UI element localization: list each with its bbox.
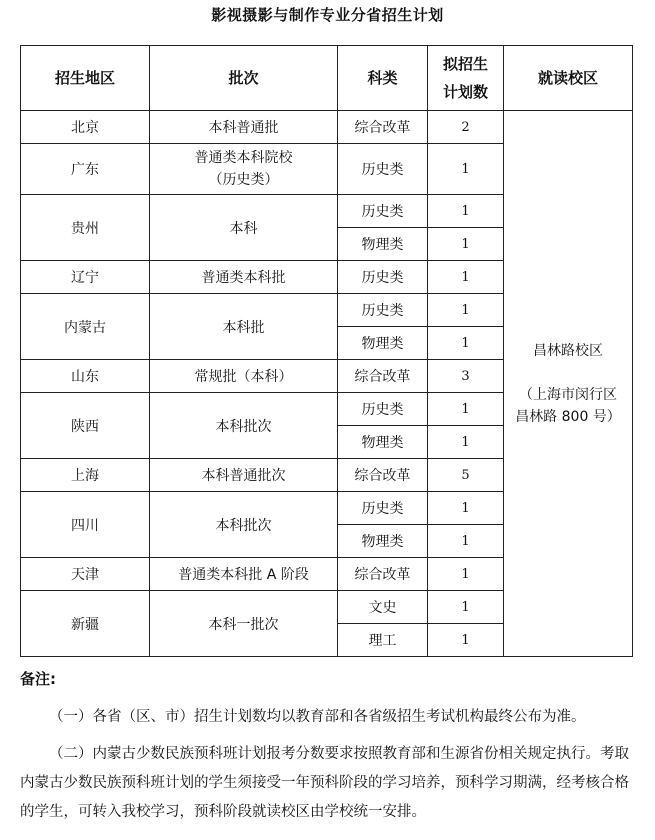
batch-line1: 普通类本科院校 [194, 150, 293, 166]
category-cell: 历史类 [338, 393, 428, 426]
count-cell: 3 [428, 360, 504, 393]
page-title: 影视摄影与制作专业分省招生计划 [211, 6, 444, 24]
count-cell: 1 [428, 393, 504, 426]
count-cell: 1 [428, 525, 504, 558]
header-plan-line2: 计划数 [442, 83, 488, 101]
region-cell: 四川 [21, 492, 150, 558]
batch-cell [150, 144, 338, 195]
batch-cell: 本科一批次 [150, 591, 338, 657]
count-cell: 1 [428, 195, 504, 228]
count-cell: 1 [428, 492, 504, 525]
category-cell: 物理类 [338, 327, 428, 360]
batch-cell: 常规批（本科） [150, 360, 338, 393]
count-cell: 1 [428, 228, 504, 261]
batch-cell: 本科批次 [150, 492, 338, 558]
table-header-row [21, 46, 633, 111]
notes-title: 备注: [20, 670, 56, 688]
category-cell: 综合改革 [338, 558, 428, 591]
batch-cell: 本科批次 [150, 393, 338, 459]
count-cell: 2 [428, 111, 504, 144]
region-cell: 上海 [21, 459, 150, 492]
category-cell: 物理类 [338, 525, 428, 558]
count-cell: 5 [428, 459, 504, 492]
count-cell: 1 [428, 624, 504, 657]
count-cell: 1 [428, 294, 504, 327]
category-cell: 综合改革 [338, 459, 428, 492]
region-cell: 辽宁 [21, 261, 150, 294]
region-cell: 内蒙古 [21, 294, 150, 360]
category-cell: 综合改革 [338, 111, 428, 144]
campus-name: 昌林路校区 [533, 342, 603, 359]
category-cell: 物理类 [338, 228, 428, 261]
region-cell: 新疆 [21, 591, 150, 657]
count-cell: 1 [428, 558, 504, 591]
header-plan-line1: 拟招生 [442, 55, 488, 73]
batch-cell: 本科 [150, 195, 338, 261]
header-campus: 就读校区 [504, 46, 633, 111]
batch-line2: （历史类） [208, 172, 279, 188]
category-cell: 物理类 [338, 426, 428, 459]
header-batch: 批次 [150, 46, 338, 111]
campus-cell [504, 111, 633, 657]
header-plan-count [428, 46, 504, 111]
campus-address-line2: 昌林路 800 号） [515, 408, 621, 425]
note-item: （一）各省（区、市）招生计划数均以教育部和各省级招生考试机构最终公布为准。 [49, 709, 586, 725]
batch-cell: 本科普通批 [150, 111, 338, 144]
region-cell: 山东 [21, 360, 150, 393]
campus-address-line1: （上海市闵行区 [519, 386, 617, 403]
category-cell: 历史类 [338, 294, 428, 327]
count-cell: 1 [428, 426, 504, 459]
count-cell: 1 [428, 591, 504, 624]
region-cell: 北京 [21, 111, 150, 144]
region-cell: 贵州 [21, 195, 150, 261]
category-cell: 历史类 [338, 261, 428, 294]
batch-cell: 本科普通批次 [150, 459, 338, 492]
region-cell: 陕西 [21, 393, 150, 459]
region-cell: 天津 [21, 558, 150, 591]
notes-section [20, 668, 635, 835]
category-cell: 历史类 [338, 492, 428, 525]
category-cell: 文史 [338, 591, 428, 624]
header-category: 科类 [338, 46, 428, 111]
category-cell: 理工 [338, 624, 428, 657]
region-cell: 广东 [21, 144, 150, 195]
batch-cell: 本科批 [150, 294, 338, 360]
category-cell: 综合改革 [338, 360, 428, 393]
batch-cell: 普通类本科批 [150, 261, 338, 294]
campus-spacer [508, 362, 628, 384]
category-cell: 历史类 [338, 195, 428, 228]
batch-cell: 普通类本科批 A 阶段 [150, 558, 338, 591]
count-cell: 1 [428, 261, 504, 294]
header-region: 招生地区 [21, 46, 150, 111]
count-cell: 1 [428, 327, 504, 360]
category-cell: 历史类 [338, 144, 428, 195]
table-row [21, 111, 633, 144]
count-cell: 1 [428, 144, 504, 195]
note-item: （二）内蒙古少数民族预科班计划报考分数要求按照教育部和生源省份相关规定执行。考取内蒙古少数民族预科班计划的学生须接受一年预科阶段的学习培养，预科学习期满，经考核合格的学生，可转入我校学习，预科阶段就读校区由学校统一安排。 [20, 746, 629, 820]
enrollment-plan-table [20, 45, 633, 657]
